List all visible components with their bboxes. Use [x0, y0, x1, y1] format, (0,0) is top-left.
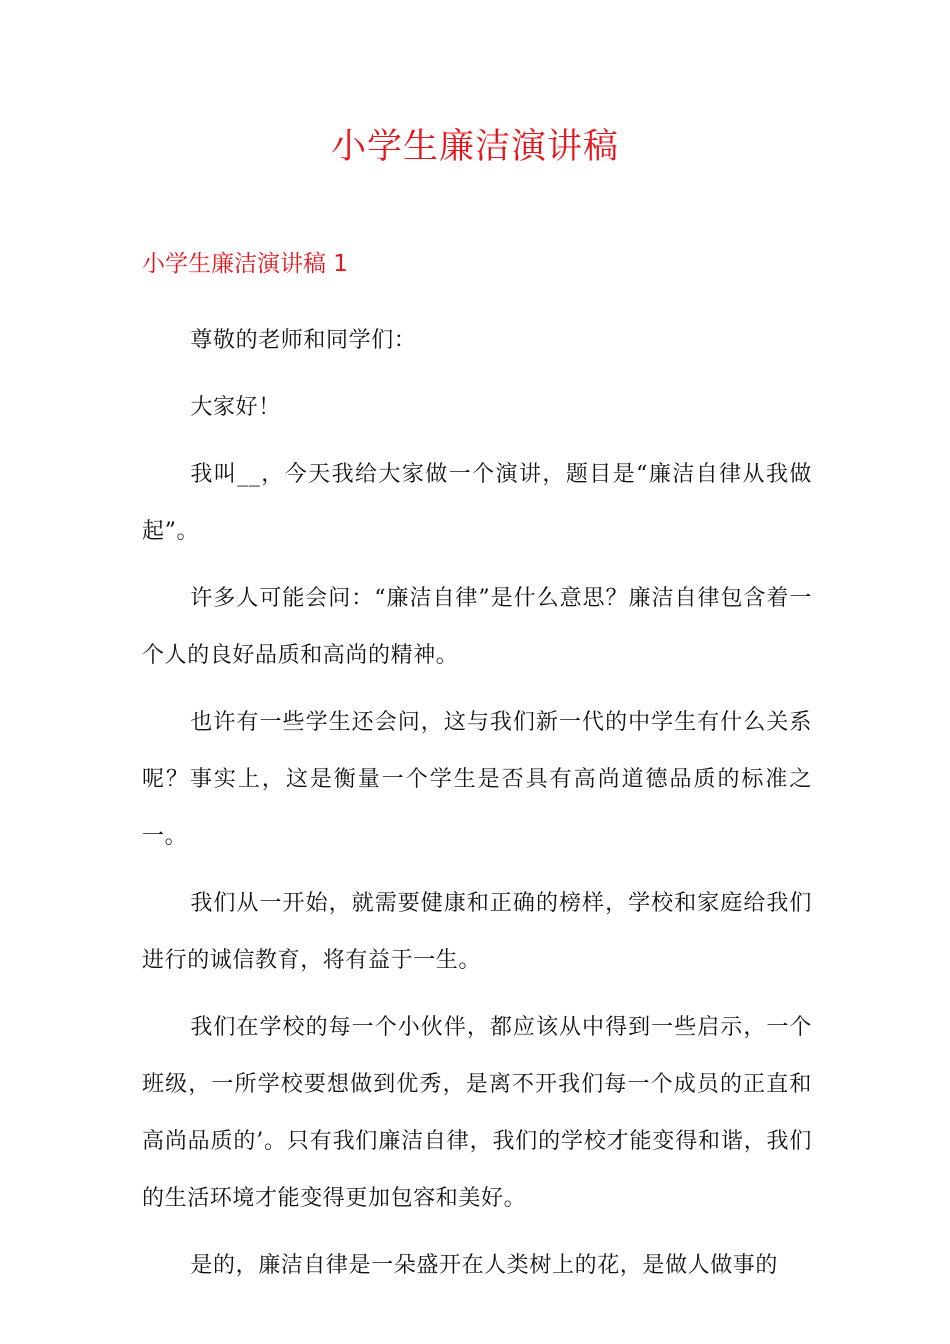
paragraph-greeting: 大家好！ [190, 395, 281, 420]
paragraph-role-models: 我们从一开始，就需要健康和正确的榜样，学校和家庭给我们进行的诚信教育，将有益于一生。 [142, 891, 812, 973]
paragraph-definition: 许多人可能会问：“廉洁自律”是什么意思？廉洁自律包含着一个人的良好品质和高尚的精神。 [142, 586, 812, 668]
paragraph-introduction: 我叫__，今天我给大家做一个演讲，题目是“廉洁自律从我做起”。 [142, 462, 812, 544]
paragraph-salutation: 尊敬的老师和同学们： [190, 328, 417, 353]
paragraph-closing-partial: 是的，廉洁自律是一朵盛开在人类树上的花，是做人做事的 [190, 1253, 778, 1278]
paragraph-school: 我们在学校的每一个小伙伴，都应该从中得到一些启示，一个班级，一所学校要想做到优秀，是离不开我们每一个成员的正直和高尚品质的’。只有我们廉洁自律，我们的学校才能变得和谐，我们的生活环境才能变得更加包容和美好。 [142, 1015, 812, 1211]
document-title: 小学生廉洁演讲稿 [330, 127, 619, 167]
paragraph-relevance: 也许有一些学生还会问，这与我们新一代的中学生有什么关系呢？事实上，这是衡量一个学生是否具有高尚道德品质的标准之一。 [142, 710, 812, 849]
document-body [142, 312, 812, 1304]
section-heading: 小学生廉洁演讲稿 1 [142, 251, 348, 277]
